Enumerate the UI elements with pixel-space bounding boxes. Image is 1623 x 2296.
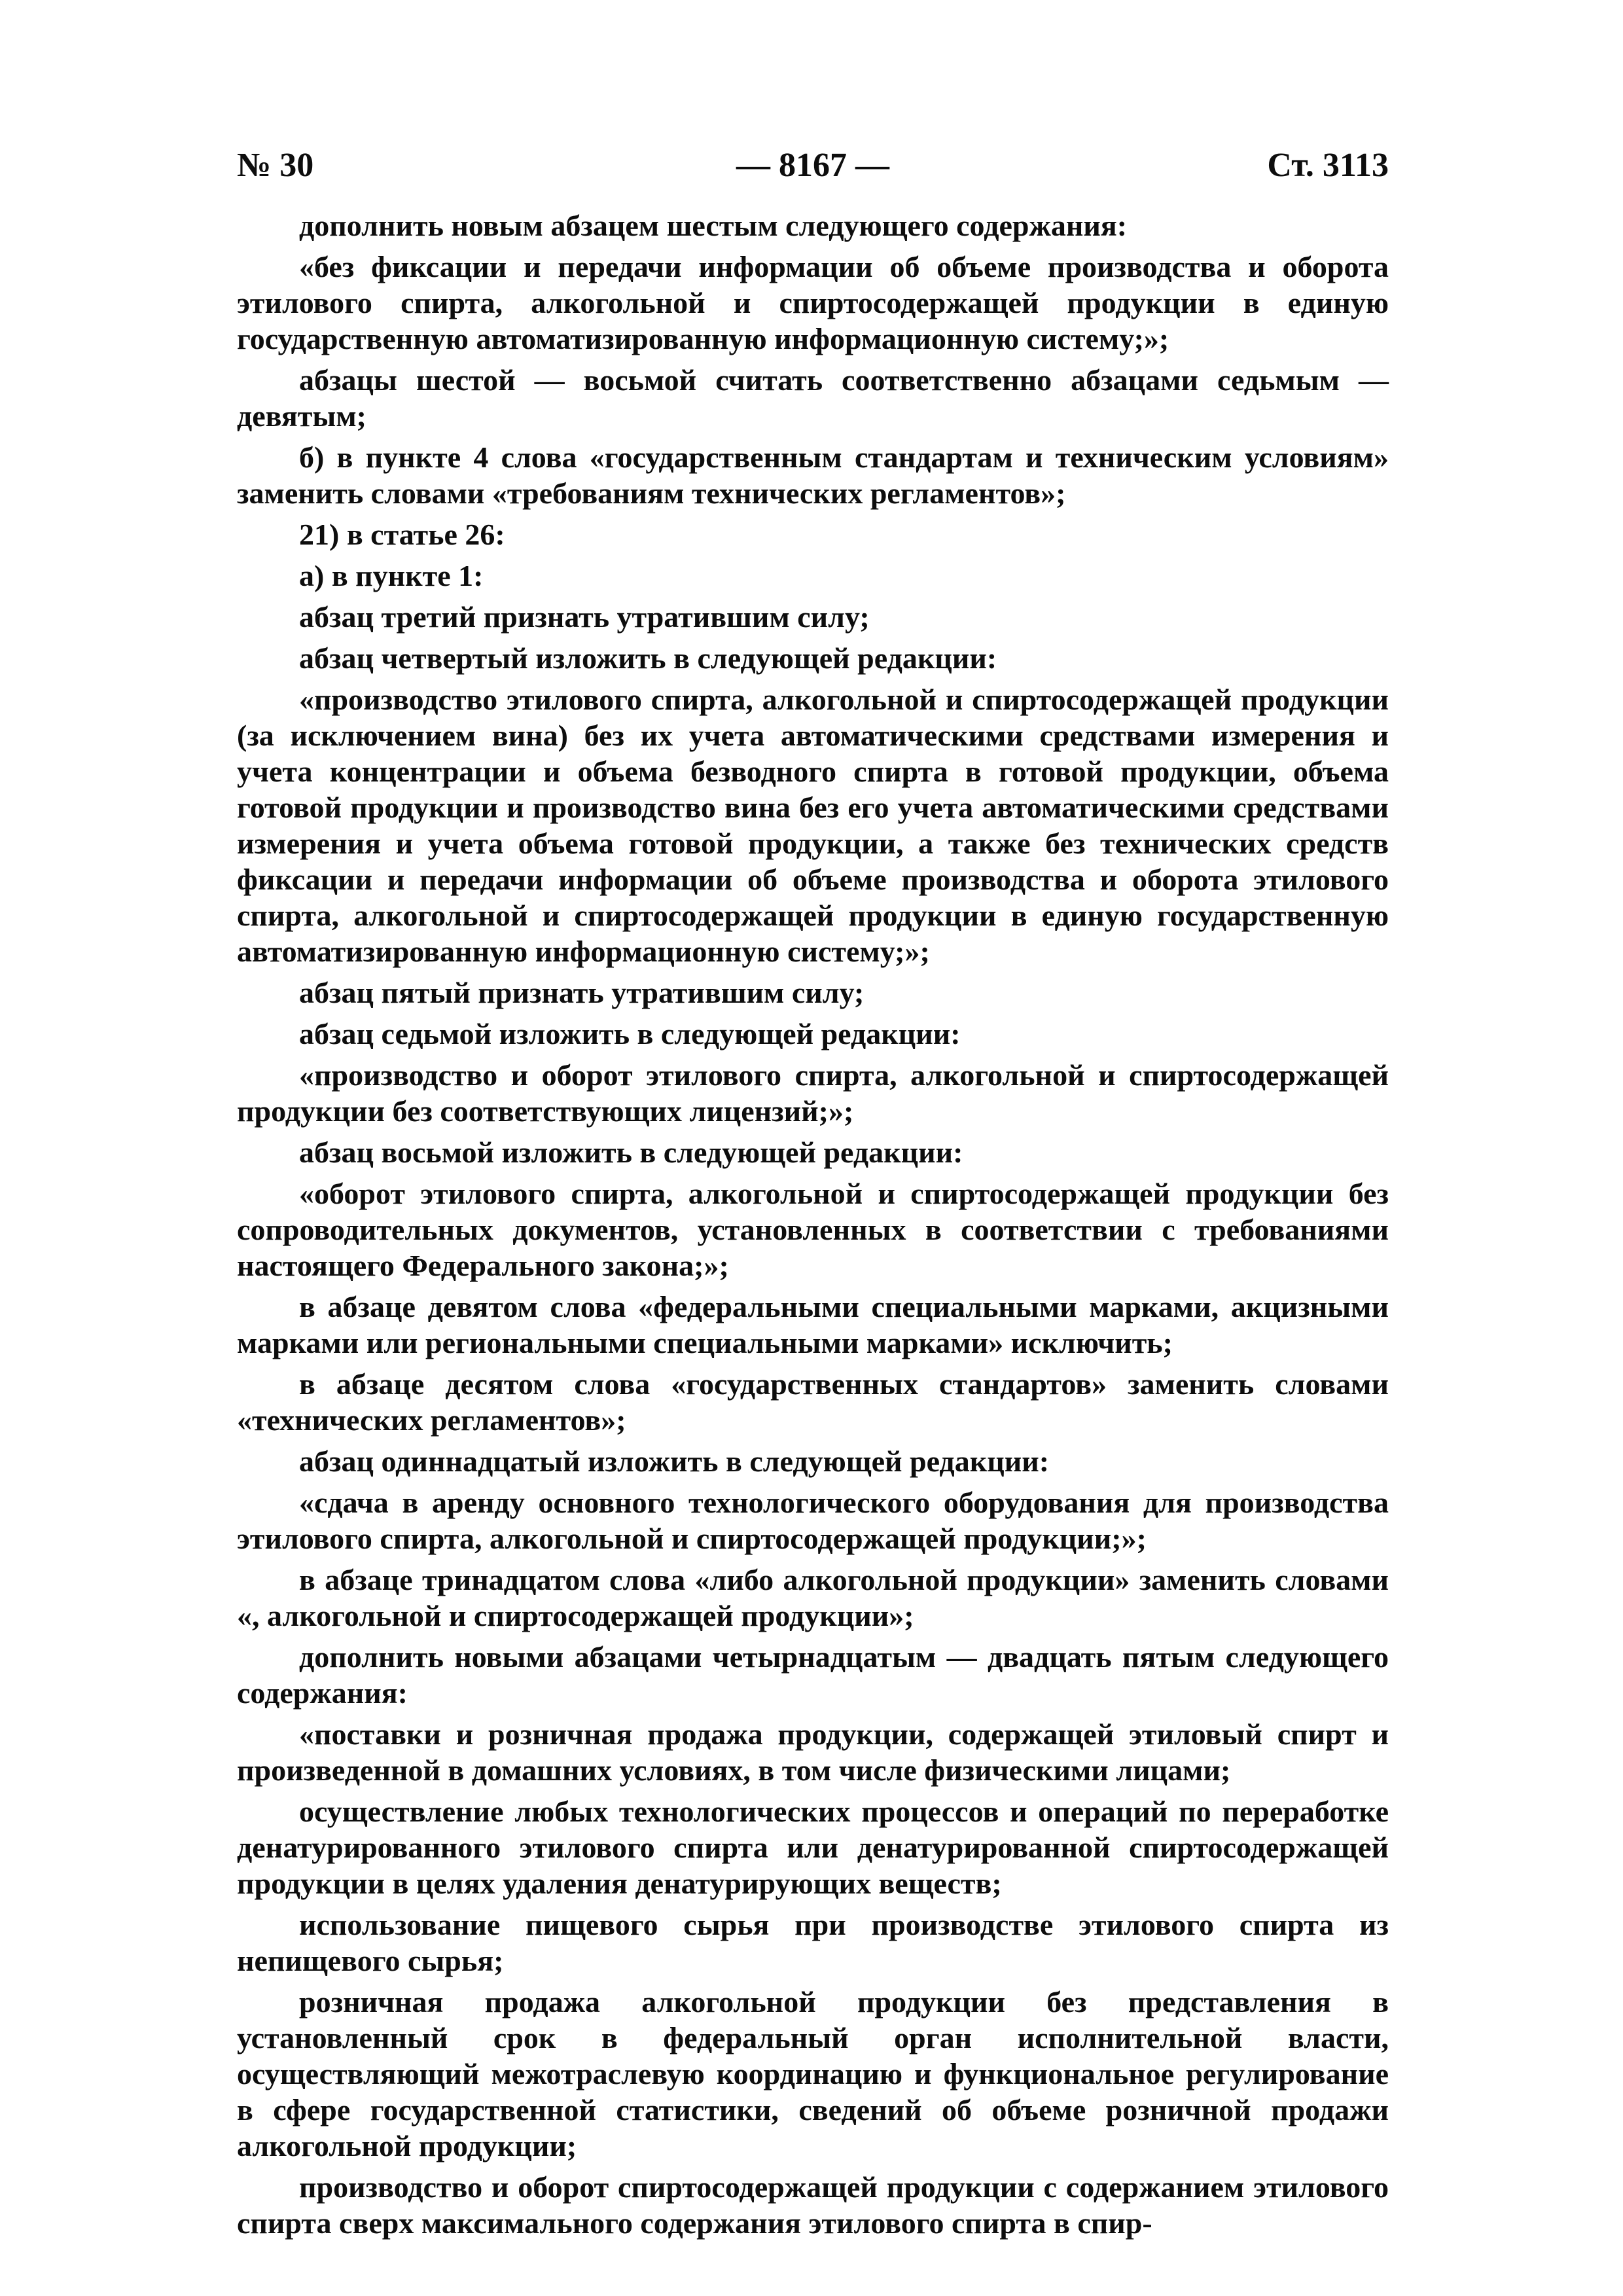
paragraph: абзац четвертый изложить в следующей редакции: bbox=[299, 641, 997, 675]
paragraph: использование пищевого сырья при производстве этилового спирта из непищевого сырья; bbox=[237, 1908, 1389, 1977]
document-page bbox=[237, 147, 1389, 2240]
page-header bbox=[237, 147, 1389, 193]
document-body bbox=[237, 207, 1389, 2241]
paragraph: осуществление любых технологических процессов и операций по переработке денатурированного этилового спирта или денатурированной спиртосодержащей продукции в целях удаления денатурирующих веществ; bbox=[237, 1795, 1389, 1900]
paragraph: абзац восьмой изложить в следующей редакции: bbox=[299, 1136, 963, 1169]
paragraph: а) в пункте 1: bbox=[299, 559, 484, 592]
paragraph: «оборот этилового спирта, алкогольной и спиртосодержащей продукции без сопроводительных документов, установленных в соответствии с требованиями настоящего Федерального закона;»; bbox=[237, 1177, 1389, 1282]
paragraph: «без фиксации и передачи информации об объеме производства и оборота этилового спирта, алкогольной и спиртосодержащей продукции в единую государственную автоматизированную информационную систему;»; bbox=[237, 250, 1389, 355]
paragraph: абзацы шестой — восьмой считать соответственно абзацами седьмым — девятым; bbox=[237, 363, 1389, 433]
paragraph: дополнить новым абзацем шестым следующего содержания: bbox=[299, 209, 1128, 242]
paragraph: абзац пятый признать утратившим силу; bbox=[299, 976, 865, 1009]
paragraph: «производство этилового спирта, алкогольной и спиртосодержащей продукции (за исключением вина) без их учета автоматическими средствами измерения и учета концентрации и объема безводного спирта в готовой продукции, объема готовой продукции и производство вина без его учета автоматическими средствами измерения и учета объема готовой продукции, а также без технических средств фиксации и передачи информации об объеме производства и оборота этилового спирта, алкогольной и спиртосодержащей продукции в единую государственную автоматизированную информационную систему;»; bbox=[237, 683, 1389, 968]
paragraph: дополнить новыми абзацами четырнадцатым — двадцать пятым следующего содержания: bbox=[237, 1640, 1389, 1710]
page-number: — 8167 — bbox=[736, 147, 889, 184]
paragraph: «поставки и розничная продажа продукции, содержащей этиловый спирт и произведенной в домашних условиях, в том числе физическими лицами; bbox=[237, 1717, 1389, 1787]
paragraph: абзац одиннадцатый изложить в следующей редакции: bbox=[299, 1444, 1050, 1478]
paragraph: розничная продажа алкогольной продукции без представления в установленный срок в федеральный орган исполнительной власти, осуществляющий межотраслевую координацию и функциональное регулирование в сфере государственной статистики, сведений об объеме розничной продажи алкогольной продукции; bbox=[237, 1985, 1389, 2162]
paragraph: в абзаце десятом слова «государственных стандартов» заменить словами «технических регламентов»; bbox=[237, 1367, 1389, 1437]
paragraph: абзац седьмой изложить в следующей редакции: bbox=[299, 1017, 961, 1050]
paragraph: «производство и оборот этилового спирта, алкогольной и спиртосодержащей продукции без соответствующих лицензий;»; bbox=[237, 1058, 1389, 1128]
article-number: Ст. 3113 bbox=[1267, 147, 1389, 184]
paragraph: 21) в статье 26: bbox=[299, 518, 505, 551]
issue-number: № 30 bbox=[237, 147, 314, 184]
paragraph: в абзаце девятом слова «федеральными специальными марками, акцизными марками или региональными специальными марками» исключить; bbox=[237, 1290, 1389, 1359]
paragraph: в абзаце тринадцатом слова «либо алкогольной продукции» заменить словами «, алкогольной и спиртосодержащей продукции»; bbox=[237, 1563, 1389, 1632]
paragraph: абзац третий признать утратившим силу; bbox=[299, 600, 870, 634]
paragraph: б) в пункте 4 слова «государственным стандартам и техническим условиям» заменить словами «требованиям технических регламентов»; bbox=[237, 440, 1389, 510]
paragraph: «сдача в аренду основного технологического оборудования для производства этилового спирта, алкогольной и спиртосодержащей продукции;»; bbox=[237, 1486, 1389, 1555]
paragraph: производство и оборот спиртосодержащей продукции с содержанием этилового спирта сверх максимального содержания этилового спирта в спир- bbox=[237, 2170, 1389, 2240]
